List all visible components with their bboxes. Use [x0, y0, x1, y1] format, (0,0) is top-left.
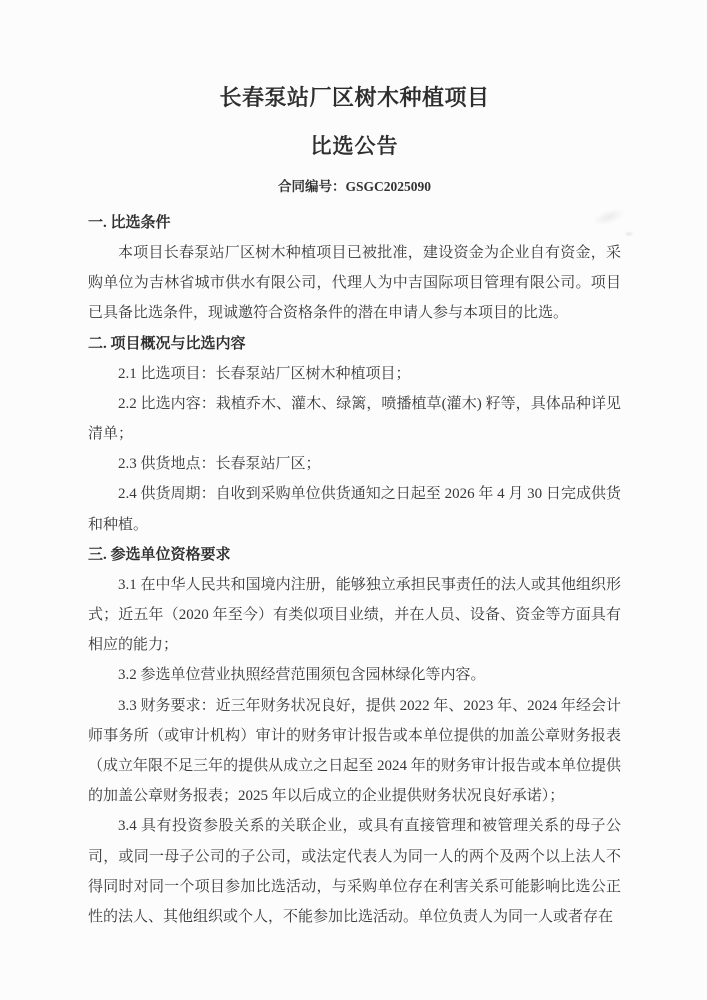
section-heading: 一. 比选条件: [88, 215, 171, 231]
paragraph: 3.1 在中华人民共和国境内注册，能够独立承担民事责任的法人或其他组织形式；近五年（2020 年至今）有类似项目业绩，并在人员、设备、资金等方面具有相应的能力；: [88, 576, 621, 654]
paragraph: 3.2 参选单位营业执照经营范围须包含园林绿化等内容。: [118, 667, 486, 684]
paragraph: 2.4 供货周期：自收到采购单位供货通知之日起至 2026 年 4 月 30 日完成供货和种植。: [88, 486, 621, 533]
document-subtitle: 比选公告: [310, 134, 399, 158]
paragraph: 3.3 财务要求：近三年财务状况良好，提供 2022 年、2023 年、2024 年经会计师事务所（或审计机构）审计的财务审计报告或本单位提供的加盖公章财务报表（成立年限不足三年的提供从成立之日起至 2024 年的财务审计报告或本单位提供的加盖公章财务报表；2025 年以后成立的企业提供财务状况良好承诺）；: [88, 697, 621, 805]
section-heading: 二. 项目概况与比选内容: [88, 335, 246, 352]
scan-artifact: [624, 231, 634, 237]
paragraph: 2.2 比选内容：栽植乔木、灌木、绿篱，喷播植草(灌木) 籽等，具体品种详见清单；: [88, 395, 621, 443]
contract-number: 合同编号：GSGC2025090: [277, 179, 431, 194]
paragraph: 2.3 供货地点：长春泵站厂区；: [118, 456, 321, 473]
section-zige-yaoqiu: [88, 540, 621, 932]
paragraph: 3.4 具有投资参股关系的关联企业，或具有直接管理和被管理关系的母子公司，或同一母子公司的子公司，或法定代表人为同一人的两个及两个以上法人不得同时对同一个项目参加比选活动，与采购单位存在利害关系可能影响比选公正性的法人、其他组织或个人，不能参加比选活动。单位负责人为同一人或者存在: [88, 818, 621, 926]
paragraph: 本项目长春泵站厂区树木种植项目已被批准，建设资金为企业自有资金，采购单位为吉林省城市供水有限公司，代理人为中吉国际项目管理有限公司。项目已具备比选条件，现诚邀符合资格条件的潜在申请人参与本项目的比选。: [88, 245, 621, 322]
section-heading: 三. 参选单位资格要求: [88, 546, 231, 563]
section-bixuan-tiaojian: [88, 208, 621, 329]
paragraph: 2.1 比选项目：长春泵站厂区树木种植项目；: [118, 365, 411, 382]
document-title: 长春泵站厂区树木种植项目: [219, 85, 490, 110]
document-body: [88, 208, 621, 932]
section-xiangmu-gaikuang: [88, 329, 621, 540]
